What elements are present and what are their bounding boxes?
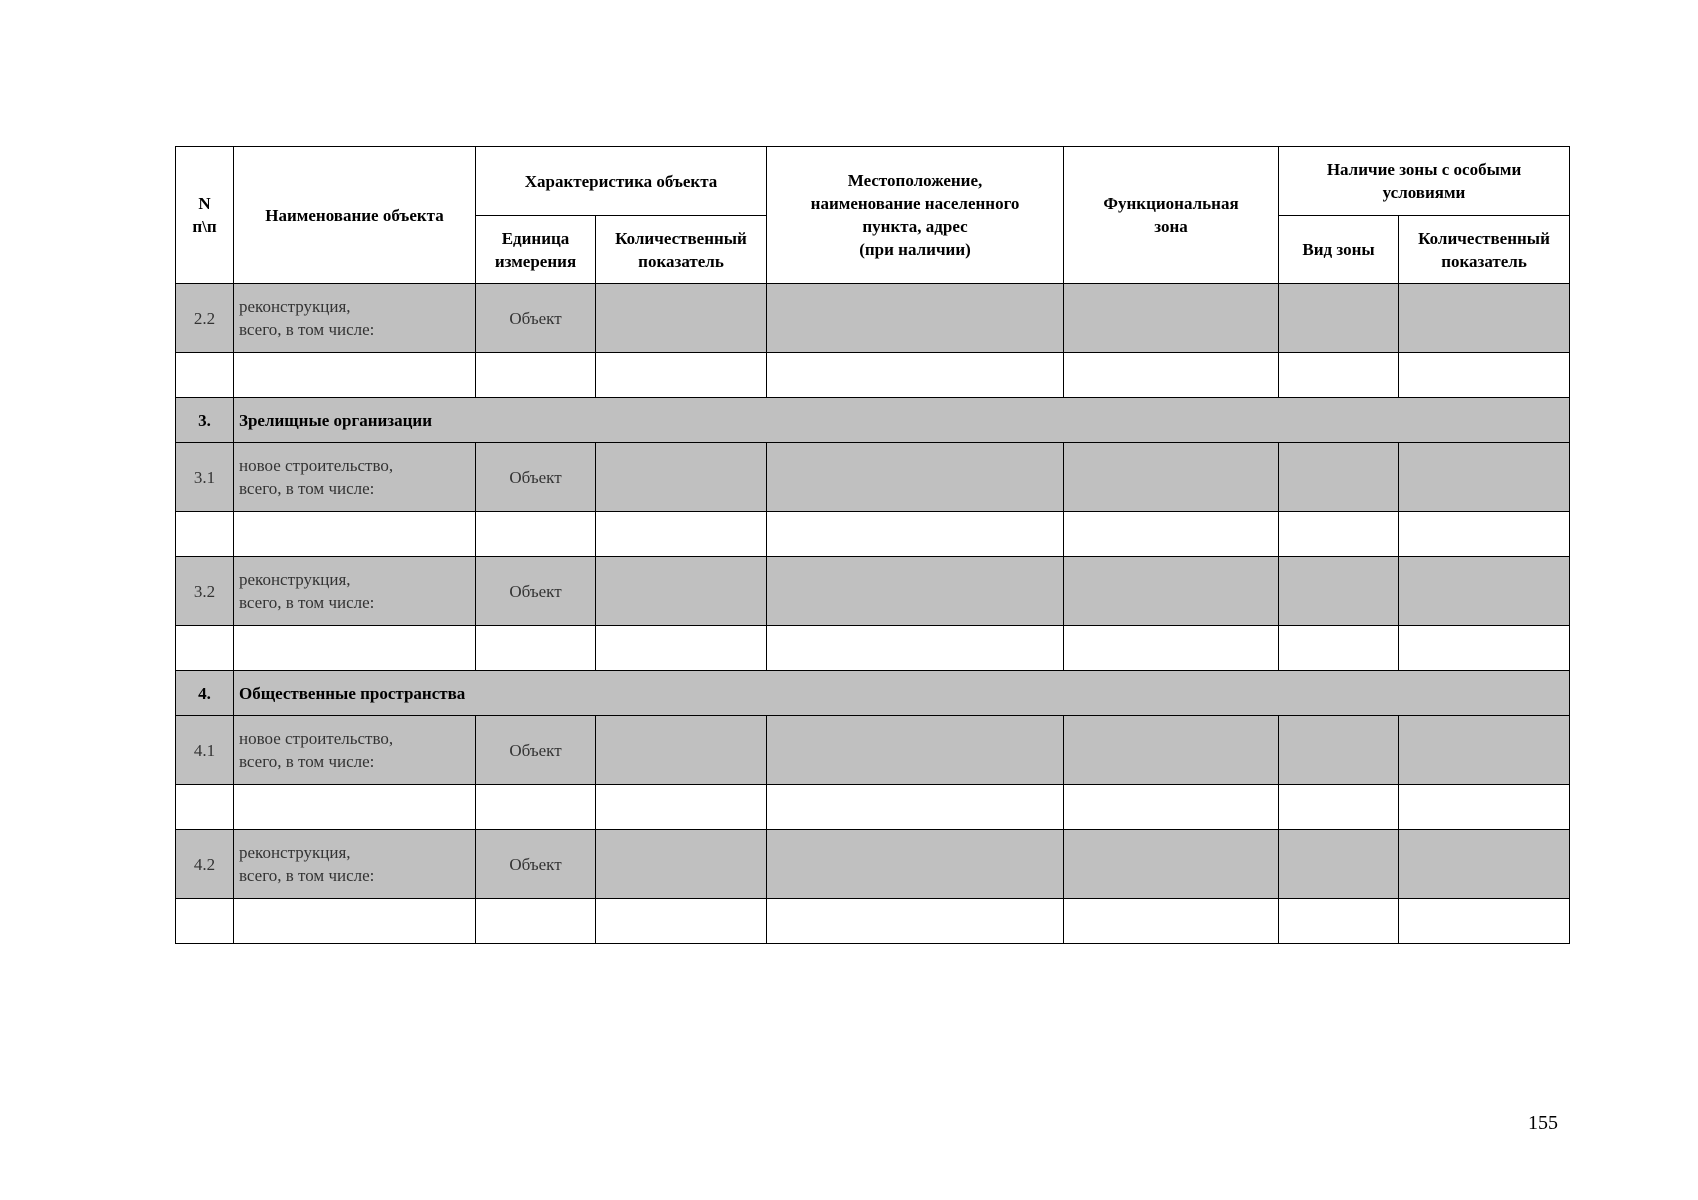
table-cell: [476, 785, 596, 830]
table-cell: [596, 716, 767, 785]
objects-table: [175, 146, 1570, 944]
row-name: новое строительство, всего, в том числе:: [234, 716, 476, 785]
header-number: N п\п: [176, 147, 234, 284]
table-cell: [1064, 353, 1279, 398]
table-cell: [1399, 353, 1570, 398]
table-cell: [1279, 512, 1399, 557]
header-quantity: Количественный показатель: [596, 216, 767, 284]
section-fill: [476, 671, 1570, 716]
section-number: 4.: [176, 671, 234, 716]
table-cell: [1399, 512, 1570, 557]
row-number: 4.1: [176, 716, 234, 785]
page-number: 155: [1528, 1112, 1558, 1134]
row-number: 2.2: [176, 284, 234, 353]
row-unit: Объект: [476, 443, 596, 512]
table-cell: [767, 353, 1064, 398]
table-cell: [596, 443, 767, 512]
header-zone-type: Вид зоны: [1279, 216, 1399, 284]
table-cell: [1279, 830, 1399, 899]
table-cell: [596, 626, 767, 671]
row-unit: Объект: [476, 716, 596, 785]
table-cell: [1064, 626, 1279, 671]
table-cell: [476, 353, 596, 398]
blank-row: [176, 353, 1570, 398]
table-cell: [176, 512, 234, 557]
row-unit: Объект: [476, 284, 596, 353]
section-row: [176, 671, 1570, 716]
table-row: [176, 557, 1570, 626]
table-cell: [476, 626, 596, 671]
section-title: Зрелищные организации: [234, 398, 476, 443]
row-name: реконструкция, всего, в том числе:: [234, 284, 476, 353]
header-object-name: Наименование объекта: [234, 147, 476, 284]
table-cell: [476, 899, 596, 944]
table-cell: [596, 353, 767, 398]
table-cell: [767, 899, 1064, 944]
table-cell: [767, 626, 1064, 671]
row-name: реконструкция, всего, в том числе:: [234, 557, 476, 626]
table-cell: [476, 512, 596, 557]
table-cell: [767, 830, 1064, 899]
table-cell: [1064, 284, 1279, 353]
table-cell: [767, 716, 1064, 785]
blank-row: [176, 626, 1570, 671]
row-unit: Объект: [476, 557, 596, 626]
table-cell: [767, 785, 1064, 830]
table-cell: [596, 785, 767, 830]
row-number: 4.2: [176, 830, 234, 899]
table-cell: [596, 512, 767, 557]
blank-row: [176, 785, 1570, 830]
table-cell: [176, 353, 234, 398]
table-cell: [767, 443, 1064, 512]
row-number: 3.1: [176, 443, 234, 512]
header-unit: Единица измерения: [476, 216, 596, 284]
table-cell: [234, 626, 476, 671]
section-title: Общественные пространства: [234, 671, 476, 716]
table-cell: [1399, 557, 1570, 626]
table-row: [176, 716, 1570, 785]
section-fill: [476, 398, 1570, 443]
table-cell: [1279, 353, 1399, 398]
table-cell: [176, 785, 234, 830]
table-cell: [234, 353, 476, 398]
table-cell: [176, 626, 234, 671]
header-location: Местоположение, наименование населенного пункта, адрес (при наличии): [767, 147, 1064, 284]
table-cell: [234, 512, 476, 557]
table-cell: [1279, 785, 1399, 830]
table-cell: [1064, 443, 1279, 512]
table-cell: [234, 899, 476, 944]
table-cell: [596, 830, 767, 899]
section-row: [176, 398, 1570, 443]
blank-row: [176, 899, 1570, 944]
row-name: новое строительство, всего, в том числе:: [234, 443, 476, 512]
table-cell: [1279, 284, 1399, 353]
table-cell: [767, 512, 1064, 557]
table-cell: [1279, 716, 1399, 785]
table-cell: [1399, 716, 1570, 785]
table-cell: [1399, 626, 1570, 671]
table-cell: [1399, 443, 1570, 512]
header-object-characteristic: Характеристика объекта: [476, 147, 767, 216]
table-cell: [1279, 626, 1399, 671]
table-row: [176, 443, 1570, 512]
table-cell: [234, 785, 476, 830]
table-cell: [1399, 284, 1570, 353]
table-cell: [1064, 716, 1279, 785]
table-cell: [1064, 512, 1279, 557]
table-body: [176, 284, 1570, 944]
table-cell: [1279, 899, 1399, 944]
table-cell: [596, 557, 767, 626]
table-cell: [596, 899, 767, 944]
row-unit: Объект: [476, 830, 596, 899]
table-row: [176, 830, 1570, 899]
table-cell: [1064, 830, 1279, 899]
table-cell: [1399, 899, 1570, 944]
table-cell: [1064, 785, 1279, 830]
table-cell: [1279, 443, 1399, 512]
table-cell: [1399, 830, 1570, 899]
table-cell: [1399, 785, 1570, 830]
table-cell: [1064, 557, 1279, 626]
section-number: 3.: [176, 398, 234, 443]
table-row: [176, 284, 1570, 353]
table-cell: [596, 284, 767, 353]
header-special-zone: Наличие зоны с особыми условиями: [1279, 147, 1570, 216]
header-zone-quantity: Количественный показатель: [1399, 216, 1570, 284]
table-cell: [767, 557, 1064, 626]
row-name: реконструкция, всего, в том числе:: [234, 830, 476, 899]
table-cell: [1279, 557, 1399, 626]
table-cell: [767, 284, 1064, 353]
table-cell: [1064, 899, 1279, 944]
blank-row: [176, 512, 1570, 557]
header-functional-zone: Функциональная зона: [1064, 147, 1279, 284]
row-number: 3.2: [176, 557, 234, 626]
table-cell: [176, 899, 234, 944]
